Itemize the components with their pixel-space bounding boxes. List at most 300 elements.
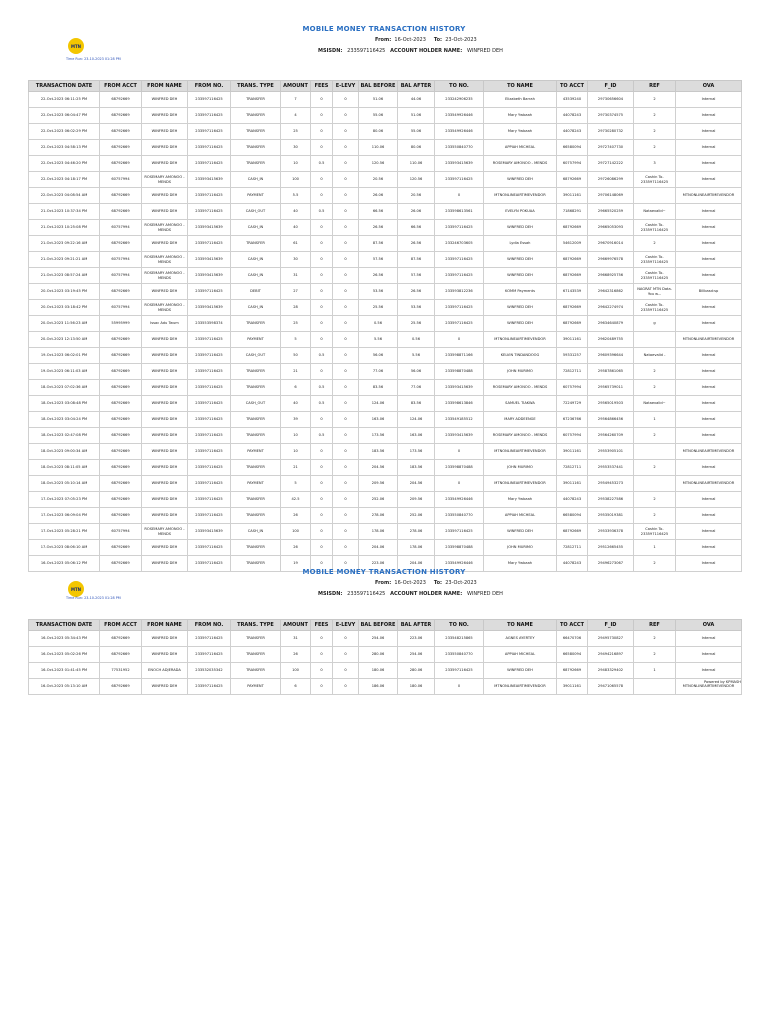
table-cell: 10 (281, 428, 311, 444)
table-cell: 0 (333, 396, 359, 412)
table-cell: 19-Oct-2023 06:11:03 AM (29, 364, 100, 380)
table-cell: TRANSFER (231, 663, 281, 679)
table-cell: CASH_OUT (231, 348, 281, 364)
table-cell: 0 (311, 268, 333, 284)
table-cell: 50 (281, 348, 311, 364)
table-cell: 29471065578 (588, 679, 634, 695)
table-cell: 68792669 (100, 364, 142, 380)
table-cell: 233550840770 (435, 647, 484, 663)
table-cell: 6 (281, 380, 311, 396)
table-cell: WINFRED DEH (484, 316, 557, 332)
column-header: TO NAME (484, 620, 557, 631)
table-cell: TRANSFER (231, 428, 281, 444)
table-cell: WINFRED DEH (142, 460, 188, 476)
table-cell: 233593415639 (188, 524, 231, 540)
table-cell: 68792669 (100, 460, 142, 476)
table-cell: 68792669 (557, 172, 588, 188)
table-cell: 66.56 (398, 220, 435, 236)
table-cell: 233597116425 (435, 300, 484, 316)
table-cell: Internal (676, 508, 742, 524)
table-cell: 26.56 (398, 236, 435, 252)
table-cell: 233597116425 (435, 316, 484, 332)
table-cell: 29668925756 (588, 268, 634, 284)
table-cell: Internal (676, 492, 742, 508)
column-header: TO NO. (435, 81, 484, 92)
report-title: MOBILE MONEY TRANSACTION HISTORY (302, 568, 466, 576)
table-cell: 29587861065 (588, 364, 634, 380)
table-cell: WINFRED DEH (142, 364, 188, 380)
column-header: OVA (676, 620, 742, 631)
table-cell: 25.56 (398, 316, 435, 332)
table-cell: TRANSFER (231, 92, 281, 108)
table-cell: 0 (311, 679, 333, 695)
table-cell: 87.56 (359, 236, 398, 252)
table-cell: WINFRED DEH (142, 631, 188, 647)
table-cell: 56.06 (359, 348, 398, 364)
table-cell: 68792669 (100, 444, 142, 460)
table-cell: 209.56 (398, 492, 435, 508)
table-cell: WINFRED DEH (142, 124, 188, 140)
table-cell: 0 (311, 508, 333, 524)
column-header: TRANS. TYPE (231, 620, 281, 631)
table-cell: 0 (435, 332, 484, 348)
table-cell: WINFRED DEH (484, 172, 557, 188)
table-cell: 57.56 (359, 252, 398, 268)
table-cell: 60757994 (557, 428, 588, 444)
table-cell: Cashin To-233597116425 (634, 268, 676, 284)
table-cell: 66580094 (557, 647, 588, 663)
table-cell: 68792669 (100, 188, 142, 204)
table-cell: 30 (281, 140, 311, 156)
table-cell: 68792669 (100, 679, 142, 695)
table-row (29, 172, 742, 188)
table-cell: 40 (281, 204, 311, 220)
table-cell: 61 (281, 236, 311, 252)
table-cell: 233597116425 (188, 156, 231, 172)
table-cell: NAGRAT MTN Data. You w... (634, 284, 676, 300)
column-header: FEES (311, 620, 333, 631)
table-cell: 29726086299 (588, 172, 634, 188)
table-cell: 0 (311, 188, 333, 204)
table-cell: MTNONLINEAIRTIMEVENDOR (484, 332, 557, 348)
table-cell: 233597116425 (188, 556, 231, 572)
table-cell: Internal (676, 540, 742, 556)
table-cell: 233593812236 (435, 284, 484, 300)
table-cell: Internal (676, 663, 742, 679)
table-cell: 0 (311, 540, 333, 556)
table-cell: 39 (281, 412, 311, 428)
table-cell: 29496273067 (588, 556, 634, 572)
table-cell: 5.56 (398, 348, 435, 364)
table-cell: 56.06 (398, 364, 435, 380)
table-cell: ROSEMARY AMONOO - MENDS (142, 300, 188, 316)
table-cell: Nataevalid~ (634, 396, 676, 412)
table-cell: Cashin To-233597116425 (634, 172, 676, 188)
table-cell: 2 (634, 556, 676, 572)
table-cell: 280.06 (359, 647, 398, 663)
date-range: From: 16-Oct-2023 To: 23-Oct-2023 (375, 37, 477, 43)
table-cell: 6 (281, 679, 311, 695)
table-cell: 42.5 (281, 492, 311, 508)
table-cell: 0.5 (311, 380, 333, 396)
table-cell: 68792669 (100, 236, 142, 252)
table-cell: JOHN MURIMO (484, 460, 557, 476)
table-cell: 0.56 (398, 332, 435, 348)
table-cell: Internal (676, 268, 742, 284)
table-row (29, 444, 742, 460)
table-cell: 233597116425 (188, 380, 231, 396)
table-cell: 252.06 (398, 508, 435, 524)
table-cell: TRANSFER (231, 380, 281, 396)
table-cell: 0 (333, 380, 359, 396)
table-cell: 57.56 (398, 268, 435, 284)
table-cell: 16-Oct-2023 05:13:10 AM (29, 679, 100, 695)
table-cell: 278.06 (359, 508, 398, 524)
table-cell: 178.06 (398, 540, 435, 556)
table-cell: 71868291 (557, 204, 588, 220)
table-cell: 2 (634, 140, 676, 156)
table-cell: 233597116425 (188, 284, 231, 300)
table-cell: 44078243 (557, 556, 588, 572)
table-cell: 83.56 (359, 380, 398, 396)
table-cell: 0 (311, 172, 333, 188)
table-cell: 233597116425 (435, 524, 484, 540)
table-cell: 31 (281, 631, 311, 647)
transactions-table-page-1 (28, 80, 742, 572)
column-header: REF (634, 620, 676, 631)
table-cell: 233549926446 (435, 492, 484, 508)
table-cell: 18-Oct-2023 07:02:36 AM (29, 380, 100, 396)
column-header: BAL AFTER (398, 81, 435, 92)
table-cell: 2 (634, 492, 676, 508)
table-cell: 26.06 (398, 204, 435, 220)
table-cell: PAYMENT (231, 188, 281, 204)
table-cell: 29564866456 (588, 412, 634, 428)
table-cell: 233597116425 (188, 348, 231, 364)
table-cell: 254.06 (398, 647, 435, 663)
table-cell: Internal (676, 92, 742, 108)
table-cell: 68792669 (100, 332, 142, 348)
powered-by: Powered by KPMASH (703, 680, 741, 684)
table-cell (634, 679, 676, 695)
table-cell: 29642274974 (588, 300, 634, 316)
table-cell: 0 (435, 188, 484, 204)
table-cell: 60757994 (100, 252, 142, 268)
table-cell: ROSEMARY AMONOO - MENDS (142, 524, 188, 540)
table-cell: 29549453273 (588, 476, 634, 492)
table-cell: 18-Oct-2023 03:04:24 PM (29, 412, 100, 428)
table-cell: MTNONLINEAIRTIMEVENDOR (676, 188, 742, 204)
table-cell: 68792669 (100, 124, 142, 140)
table-cell: 233597116425 (188, 332, 231, 348)
table-cell: 29564260709 (588, 428, 634, 444)
table-cell: Internal (676, 647, 742, 663)
table-cell: CASH_IN (231, 252, 281, 268)
column-header: FROM NO. (188, 620, 231, 631)
table-cell: 0 (333, 252, 359, 268)
table-cell: 39011161 (557, 188, 588, 204)
table-cell: 68792669 (557, 268, 588, 284)
account-line: MSISDN: 233597116425 ACCOUNT HOLDER NAME: WINFRED DEH (318, 48, 503, 54)
table-cell: WINFRED DEH (142, 428, 188, 444)
table-cell: 68792669 (100, 204, 142, 220)
table-cell: 163.06 (359, 412, 398, 428)
table-cell: 0 (311, 631, 333, 647)
table-cell: MTNONLINEAIRTIMEVENDOR (484, 444, 557, 460)
table-cell: 44078243 (557, 492, 588, 508)
table-cell: 26 (281, 647, 311, 663)
column-header: E-LEVY (333, 620, 359, 631)
table-cell: 0 (333, 444, 359, 460)
table-cell: WINFRED DEH (142, 236, 188, 252)
table-cell: 60757994 (100, 220, 142, 236)
time-run: Time Run: 23-10-2023 01:28 PM (66, 596, 121, 600)
table-row (29, 284, 742, 300)
table-cell: 0 (333, 556, 359, 572)
table-cell: 0 (311, 124, 333, 140)
table-cell: 59331257 (557, 348, 588, 364)
table-cell: 233593415639 (188, 220, 231, 236)
table-cell: 29727407730 (588, 140, 634, 156)
table-cell: 0 (333, 631, 359, 647)
table-cell: 233598870488 (435, 460, 484, 476)
table-cell: 66470706 (557, 631, 588, 647)
table-cell: CASH_OUT (231, 204, 281, 220)
table-cell: 0 (311, 300, 333, 316)
table-cell: WINFRED DEH (142, 348, 188, 364)
table-cell: 29669976578 (588, 252, 634, 268)
table-cell: 26.56 (359, 220, 398, 236)
table-cell: 233553598374 (188, 316, 231, 332)
table-cell: 120.56 (398, 172, 435, 188)
table-cell: 77.06 (359, 364, 398, 380)
table-cell: 68792669 (100, 476, 142, 492)
table-cell: 1 (634, 540, 676, 556)
table-cell: ROSEMARY AMONOO - MENDS (142, 220, 188, 236)
table-cell: 233246703605 (435, 236, 484, 252)
table-cell: 233597116425 (188, 140, 231, 156)
table-cell: PAYMENT (231, 679, 281, 695)
table-cell: SAMUEL TIAKWA (484, 396, 557, 412)
table-cell: 0 (435, 679, 484, 695)
table-cell: TRANSFER (231, 492, 281, 508)
table-cell: 223.06 (359, 556, 398, 572)
table-cell: 67143539 (557, 284, 588, 300)
table-cell: 233593415639 (435, 428, 484, 444)
table-cell: 0 (435, 444, 484, 460)
table-cell: MTNONLINEAIRTIMEVENDOR (676, 444, 742, 460)
table-cell: 20-Oct-2023 11:56:23 AM (29, 316, 100, 332)
table-cell: 16-Oct-2023 05:34:43 PM (29, 631, 100, 647)
table-cell: 0 (311, 412, 333, 428)
table-cell: 254.06 (359, 631, 398, 647)
column-header: FROM ACCT (100, 620, 142, 631)
table-cell: 0 (311, 92, 333, 108)
table-row (29, 156, 742, 172)
table-cell: 26 (281, 540, 311, 556)
table-cell: 10 (281, 156, 311, 172)
table-cell: 204.06 (398, 556, 435, 572)
table-cell: ROSEMARY AMONOO - MENDS (142, 172, 188, 188)
table-cell: 20.56 (398, 188, 435, 204)
table-cell: 233597116425 (188, 444, 231, 460)
table-cell: 0 (333, 236, 359, 252)
table-cell: MTNONLINEAIRTIMEVENDOR (484, 679, 557, 695)
table-cell: WINFRED DEH (142, 204, 188, 220)
table-cell: 233548215865 (435, 631, 484, 647)
table-cell: 17-Oct-2023 05:28:21 PM (29, 524, 100, 540)
table-cell: Elizabeth Barrah (484, 92, 557, 108)
table-cell: 2 (634, 236, 676, 252)
table-cell: KELVIN TINDANDOOG (484, 348, 557, 364)
table-cell (634, 444, 676, 460)
column-header: BAL AFTER (398, 620, 435, 631)
table-cell: ROSEMARY AMONOO - MENDS (142, 252, 188, 268)
table-cell: 0 (311, 364, 333, 380)
table-cell: 3 (634, 156, 676, 172)
table-row (29, 236, 742, 252)
table-cell: Internal (676, 140, 742, 156)
table-cell: 28 (281, 300, 311, 316)
table-cell: 68792669 (557, 300, 588, 316)
table-cell: 26 (281, 508, 311, 524)
table-cell: 72812711 (557, 460, 588, 476)
column-header: AMOUNT (281, 81, 311, 92)
table-cell: Internal (676, 220, 742, 236)
table-cell: 100 (281, 663, 311, 679)
table-row (29, 663, 742, 679)
table-cell: Internal (676, 460, 742, 476)
table-cell: Internal (676, 348, 742, 364)
table-cell (634, 188, 676, 204)
table-cell: 68792669 (100, 108, 142, 124)
time-run: Time Run: 23-10-2023 01:28 PM (66, 57, 121, 61)
table-cell: 29483329402 (588, 663, 634, 679)
table-cell: 233593415639 (188, 300, 231, 316)
column-header: TO NAME (484, 81, 557, 92)
table-cell: 83.56 (398, 396, 435, 412)
table-cell: 0 (333, 663, 359, 679)
table-cell: 29706148069 (588, 188, 634, 204)
table-cell: TRANSFER (231, 508, 281, 524)
table-cell: 233597116425 (435, 220, 484, 236)
table-cell: 233597116425 (188, 679, 231, 695)
table-cell: 0 (333, 679, 359, 695)
table-cell: 53.56 (398, 300, 435, 316)
table-cell: 0 (311, 476, 333, 492)
table-cell: 54612009 (557, 236, 588, 252)
table-cell: 31 (281, 268, 311, 284)
table-cell: Internal (676, 524, 742, 540)
table-cell: WINFRED DEH (142, 188, 188, 204)
table-cell: 0 (333, 108, 359, 124)
table-cell: 18-Oct-2023 02:47:08 PM (29, 428, 100, 444)
table-cell: 2 (634, 428, 676, 444)
table-row (29, 631, 742, 647)
table-cell: 80.06 (359, 124, 398, 140)
table-cell: 0.5 (311, 428, 333, 444)
table-cell: 233597116425 (188, 92, 231, 108)
table-cell: CASH_IN (231, 220, 281, 236)
table-cell: 233532035342 (188, 663, 231, 679)
table-cell: 66580094 (557, 140, 588, 156)
table-cell: 44078243 (557, 124, 588, 140)
table-cell: 68792669 (100, 508, 142, 524)
table-cell: ROSEMARY AMONOO - MENDS (142, 268, 188, 284)
table-cell: 29538227586 (588, 492, 634, 508)
table-cell: 68792669 (100, 156, 142, 172)
table-cell: 20-Oct-2023 12:13:50 AM (29, 332, 100, 348)
table-cell: PAYMENT (231, 332, 281, 348)
table-cell: ROSEMARY AMONOO - MENDS (484, 380, 557, 396)
table-cell: 0 (333, 412, 359, 428)
table-row (29, 140, 742, 156)
table-cell: 4 (281, 108, 311, 124)
table-cell: 233598870488 (435, 364, 484, 380)
table-cell: 29512665455 (588, 540, 634, 556)
table-cell: 68792669 (100, 396, 142, 412)
table-row (29, 364, 742, 380)
table-row (29, 108, 742, 124)
report-title: MOBILE MONEY TRANSACTION HISTORY (302, 25, 466, 33)
table-cell: 0 (333, 647, 359, 663)
table-row (29, 476, 742, 492)
table-cell: 233598871166 (435, 348, 484, 364)
table-cell: 30 (281, 252, 311, 268)
table-cell: 17-Oct-2023 06:09:04 PM (29, 508, 100, 524)
table-cell: APPIAH MICHEAL (484, 647, 557, 663)
column-header: BAL BEFORE (359, 81, 398, 92)
table-cell: 68792669 (100, 380, 142, 396)
table-cell: 0 (333, 428, 359, 444)
column-header: AMOUNT (281, 620, 311, 631)
table-header (29, 620, 742, 631)
table-cell: 0 (311, 556, 333, 572)
table-row (29, 188, 742, 204)
table-row (29, 204, 742, 220)
table-cell: Internal (676, 316, 742, 332)
table-cell: Internal (676, 300, 742, 316)
table-cell: JOHN MURIMO (484, 540, 557, 556)
table-cell: KOMM Payments (484, 284, 557, 300)
table-cell: 40 (281, 396, 311, 412)
table-cell: 20-Oct-2023 03:19:45 PM (29, 284, 100, 300)
table-cell: 22-Oct-2023 06:11:25 PM (29, 92, 100, 108)
table-cell: 66.56 (359, 204, 398, 220)
table-cell: 0 (311, 524, 333, 540)
table-cell: WINFRED DEH (484, 300, 557, 316)
table-cell: 51.06 (398, 108, 435, 124)
table-cell: JOHN MURIMO (484, 364, 557, 380)
table-cell: 10 (281, 444, 311, 460)
table-cell: 21-Oct-2023 10:25:08 PM (29, 220, 100, 236)
table-cell: 252.06 (359, 492, 398, 508)
table-cell: Billbasd:sp (676, 284, 742, 300)
table-cell: 25 (281, 316, 311, 332)
table-cell: CASH_IN (231, 300, 281, 316)
table-cell: g (634, 316, 676, 332)
table-cell: TRANSFER (231, 124, 281, 140)
table-cell: WINFRED DEH (142, 108, 188, 124)
table-row (29, 348, 742, 364)
table-cell: AGNES AYERTEY (484, 631, 557, 647)
table-cell: 19 (281, 556, 311, 572)
column-header: FROM ACCT (100, 81, 142, 92)
column-header: E-LEVY (333, 81, 359, 92)
table-cell: ROSEMARY AMONOO - MENDS (484, 428, 557, 444)
table-cell: Internal (676, 380, 742, 396)
table-cell: 68792669 (557, 524, 588, 540)
